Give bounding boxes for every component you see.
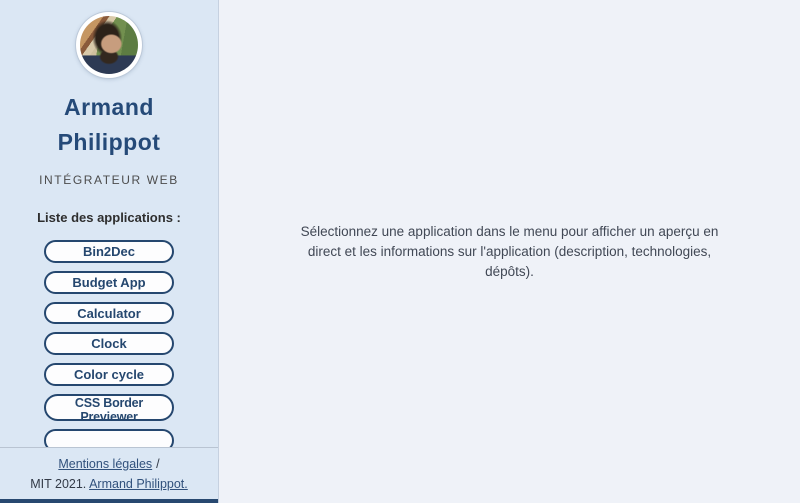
apps-list-label: Liste des applications : [37, 210, 181, 225]
app-button-color-cycle[interactable]: Color cycle [44, 363, 174, 386]
legal-line [58, 457, 159, 471]
app-button-clock[interactable]: Clock [44, 332, 174, 355]
app-button-css-border-previewer[interactable]: CSS Border Previewer [44, 394, 174, 421]
app-button-calculator[interactable]: Calculator [44, 302, 174, 325]
app-button-budget-app[interactable]: Budget App [44, 271, 174, 294]
license-line [30, 477, 188, 491]
apps-list [44, 240, 174, 460]
footer-separator: / [156, 456, 160, 471]
avatar [76, 12, 142, 78]
license-text: MIT 2021. [30, 476, 87, 491]
empty-state-message: Sélectionnez une application dans le menu pour afficher un aperçu en direct et les informations sur l'application (description, technologies, dépôts). [300, 223, 719, 279]
app-button-bin2dec[interactable]: Bin2Dec [44, 240, 174, 263]
person-role: INTÉGRATEUR WEB [39, 173, 179, 187]
person-name: Armand Philippot [57, 94, 161, 155]
main-panel [219, 0, 800, 503]
sidebar-footer [0, 447, 218, 503]
sidebar [0, 0, 219, 503]
legal-notice-link[interactable]: Mentions légales [58, 456, 153, 471]
author-link[interactable]: Armand Philippot. [89, 476, 188, 491]
profile-photo [80, 16, 138, 74]
